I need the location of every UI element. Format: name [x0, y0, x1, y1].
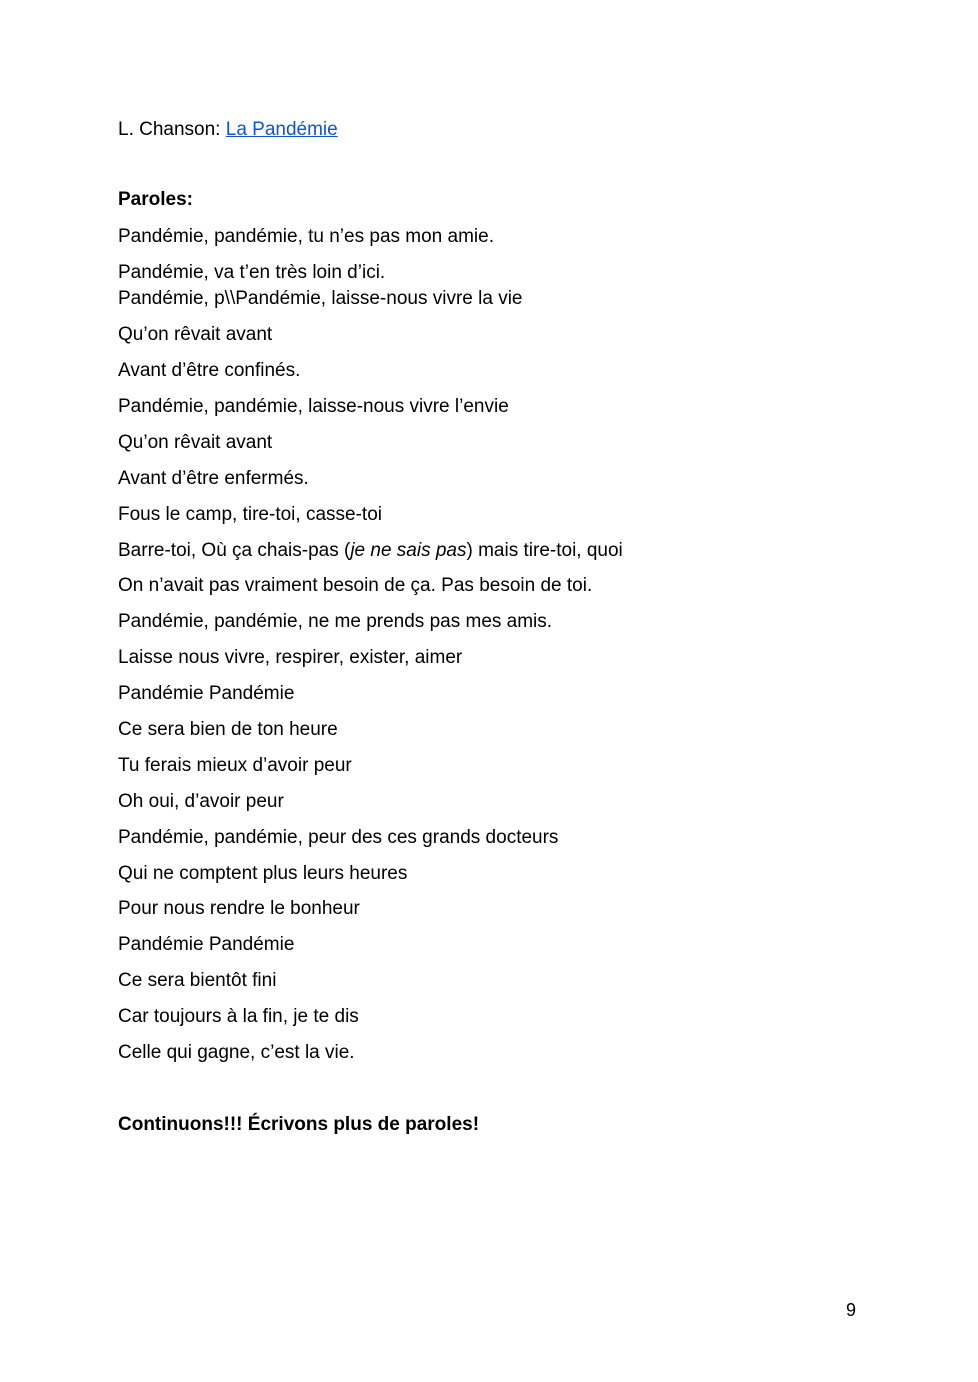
lyric-line: Ce sera bien de ton heure: [118, 719, 338, 740]
lyric-text: Barre-toi, Où ça chais-pas (: [118, 540, 351, 561]
lyric-line: Pandémie Pandémie: [118, 934, 295, 955]
lyric-line: Pandémie, p\\Pandémie, laisse-nous vivre la vie: [118, 288, 523, 309]
section-prefix: L. Chanson:: [118, 119, 226, 140]
lyric-line: Pandémie, va t’en très loin d’ici.: [118, 262, 386, 283]
lyric-italic-text: je ne sais pas: [350, 540, 467, 561]
song-link[interactable]: La Pandémie: [225, 119, 338, 140]
closing-line: Continuons!!! Écrivons plus de paroles!: [118, 1114, 480, 1135]
lyric-line: Pandémie Pandémie: [118, 683, 295, 704]
lyric-line: Qui ne comptent plus leurs heures: [118, 863, 408, 884]
lyric-line: Tu ferais mieux d’avoir peur: [118, 755, 352, 776]
lyric-line: Qu’on rêvait avant: [118, 432, 273, 453]
section-heading: [118, 118, 338, 142]
lyric-line: Celle qui gagne, c’est la vie.: [118, 1042, 355, 1063]
lyric-line: Laisse nous vivre, respirer, exister, aimer: [118, 647, 463, 668]
lyric-line: Ce sera bientôt fini: [118, 970, 277, 991]
lyric-line: [118, 539, 623, 563]
lyric-line: Oh oui, d’avoir peur: [118, 791, 284, 812]
lyric-text: ) mais tire-toi, quoi: [466, 540, 623, 561]
lyric-line: Pour nous rendre le bonheur: [118, 898, 360, 919]
lyric-line: Car toujours à la fin, je te dis: [118, 1006, 359, 1027]
lyric-line: Avant d’être confinés.: [118, 360, 301, 381]
page-number: 9: [846, 1300, 857, 1320]
lyric-line: Pandémie, pandémie, peur des ces grands docteurs: [118, 827, 559, 848]
lyric-line: Pandémie, pandémie, ne me prends pas mes amis.: [118, 611, 553, 632]
lyric-line: Avant d’être enfermés.: [118, 468, 309, 489]
lyric-line: On n’avait pas vraiment besoin de ça. Pas besoin de toi.: [118, 575, 593, 596]
lyric-line: Qu’on rêvait avant: [118, 324, 273, 345]
paroles-heading: Paroles:: [118, 189, 193, 210]
lyric-line: Pandémie, pandémie, tu n’es pas mon amie.: [118, 226, 494, 247]
lyric-line: Fous le camp, tire-toi, casse-toi: [118, 504, 382, 525]
lyric-line: Pandémie, pandémie, laisse-nous vivre l’envie: [118, 396, 509, 417]
